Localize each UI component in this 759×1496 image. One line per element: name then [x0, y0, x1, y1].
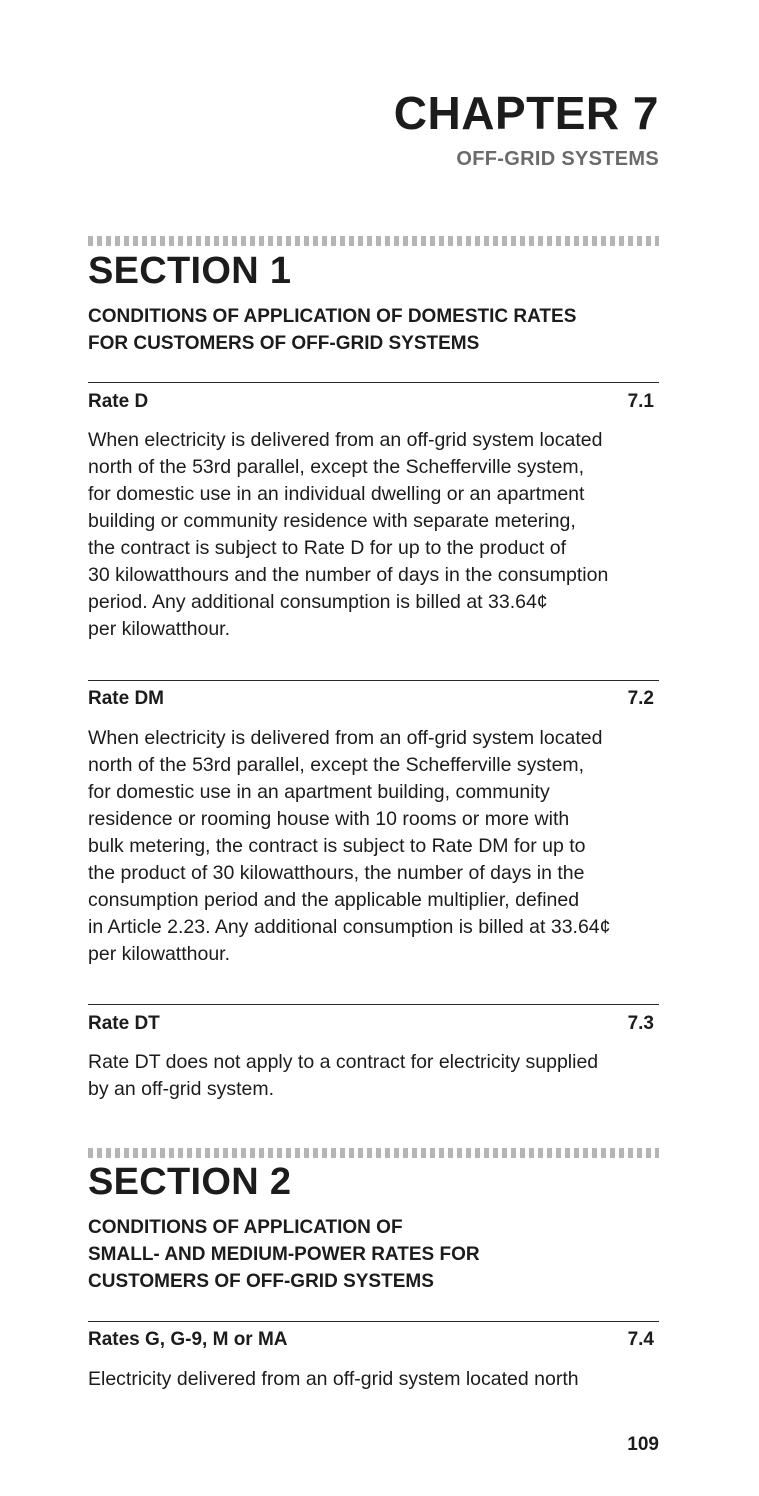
- text-line: the contract is subject to Rate D for up to the product of: [88, 537, 567, 559]
- rate-g-name: Rates G, G-9, M or MA: [88, 1329, 288, 1350]
- section-1-title: SECTION 1: [88, 250, 292, 292]
- rate-dt-name: Rate DT: [88, 1013, 160, 1034]
- text-line: north of the 53rd parallel, except the Schefferville system,: [88, 456, 585, 478]
- rate-dm-header: [88, 688, 654, 714]
- rate-dm-number: 7.2: [627, 688, 654, 709]
- rate-g-number: 7.4: [627, 1329, 654, 1350]
- section-1-subtitle: [88, 303, 659, 357]
- rate-dt-text: [88, 1049, 659, 1103]
- chapter-title: CHAPTER 7: [393, 87, 659, 139]
- section-1-subtitle-line: CONDITIONS OF APPLICATION OF DOMESTIC RATES: [88, 306, 577, 327]
- rate-dm-text: [88, 725, 659, 968]
- rate-g-header: [88, 1329, 654, 1355]
- text-line: Rate DT does not apply to a contract for electricity supplied: [88, 1051, 599, 1073]
- rate-dt-header: [88, 1013, 654, 1039]
- text-line: bulk metering, the contract is subject to Rate DM for up to: [88, 835, 586, 857]
- section-2-subtitle-line: SMALL- AND MEDIUM-POWER RATES FOR: [88, 1244, 480, 1265]
- rate-divider: [88, 1004, 659, 1005]
- rate-dm-name: Rate DM: [88, 688, 165, 709]
- text-line: by an off-grid system.: [88, 1078, 275, 1100]
- section-1-subtitle-line: FOR CUSTOMERS OF OFF-GRID SYSTEMS: [88, 333, 480, 354]
- page-number: 109: [627, 1434, 659, 1455]
- text-line: consumption period and the applicable multiplier, defined: [88, 889, 580, 911]
- text-line: When electricity is delivered from an off-grid system located: [88, 727, 603, 749]
- rate-divider: [88, 1321, 659, 1322]
- rate-g-text: [88, 1366, 659, 1393]
- section-2-subtitle: [88, 1214, 659, 1295]
- text-line: for domestic use in an individual dwelling or an apartment: [88, 483, 585, 505]
- text-line: When electricity is delivered from an off-grid system located: [88, 429, 603, 451]
- text-line: per kilowatthour.: [88, 618, 230, 640]
- text-line: for domestic use in an apartment building, community: [88, 781, 550, 803]
- rate-divider: [88, 382, 659, 383]
- text-line: 30 kilowatthours and the number of days in the consumption: [88, 564, 609, 586]
- rate-divider: [88, 680, 659, 681]
- text-line: Electricity delivered from an off-grid system located north: [88, 1368, 579, 1390]
- section-2-subtitle-line: CONDITIONS OF APPLICATION OF: [88, 1217, 403, 1238]
- text-line: north of the 53rd parallel, except the Schefferville system,: [88, 754, 585, 776]
- section-2-title: SECTION 2: [88, 1161, 292, 1203]
- chapter-subtitle: OFF-GRID SYSTEMS: [456, 148, 659, 170]
- text-line: building or community residence with separate metering,: [88, 510, 576, 532]
- section-2-subtitle-line: CUSTOMERS OF OFF-GRID SYSTEMS: [88, 1271, 434, 1292]
- text-line: period. Any additional consumption is billed at 33.64¢: [88, 591, 548, 613]
- section-divider: [88, 1148, 659, 1158]
- text-line: per kilowatthour.: [88, 943, 230, 965]
- text-line: in Article 2.23. Any additional consumption is billed at 33.64¢: [88, 916, 611, 938]
- section-divider: [88, 236, 659, 246]
- rate-d-number: 7.1: [627, 391, 654, 412]
- text-line: residence or rooming house with 10 rooms or more with: [88, 808, 570, 830]
- text-line: the product of 30 kilowatthours, the number of days in the: [88, 862, 585, 884]
- rate-d-text: [88, 427, 659, 643]
- rate-dt-number: 7.3: [627, 1013, 654, 1034]
- rate-d-name: Rate D: [88, 391, 149, 412]
- rate-d-header: [88, 391, 654, 417]
